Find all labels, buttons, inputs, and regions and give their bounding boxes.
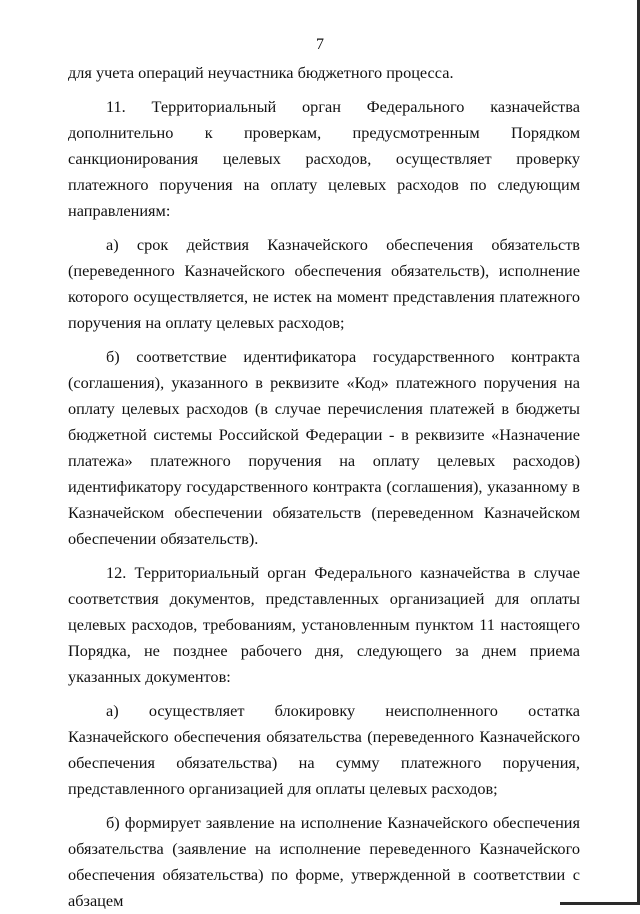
paragraph-item-12: 12. Территориальный орган Федерального казначейства в случае соответствия документов, представленных организацией для оплаты целевых расходов, требованиям, установленным пунктом 11 настоящего Порядка, не позднее рабочего дня, следующего за днем приема указанных документов:: [68, 563, 580, 686]
paragraph-item-12-b: б) формирует заявление на исполнение Казначейского обеспечения обязательства (заявление на исполнение переведенного Казначейского обеспечения обязательства) по форме, утвержденной в соответствии с абзацем: [68, 813, 580, 910]
paragraph-item-11-b: б) соответствие идентификатора государственного контракта (соглашения), указанного в реквизите «Код» платежного поручения на оплату целевых расходов (в случае перечисления платежей в бюджеты бюджетной системы Российской Федерации - в реквизите «Назначение платежа» платежного поручения на оплату целевых расходов) идентификатору государственного контракта (соглашения), указанному в Казначейском обеспечении обязательств (переведенном Казначейском обеспечении обязательств).: [68, 347, 580, 548]
paragraph-item-11-a: а) срок действия Казначейского обеспечения обязательств (переведенного Казначейского обеспечения обязательств), исполнение которого осуществляется, не истек на момент представления платежного поручения на оплату целевых расходов;: [68, 235, 580, 332]
paragraph-continuation: для учета операций неучастника бюджетного процесса.: [68, 63, 454, 82]
paragraph-item-11: 11. Территориальный орган Федерального казначейства дополнительно к проверкам, предусмотренным Порядком санкционирования целевых расходов, осуществляет проверку платежного поручения на оплату целевых расходов по следующим направлениям:: [68, 97, 580, 220]
page-number: 7: [316, 36, 324, 53]
paragraph-item-12-a: а) осуществляет блокировку неисполненного остатка Казначейского обеспечения обязательства (переведенного Казначейского обеспечения обязательства) на сумму платежного поручения, представленного организацией для оплаты целевых расходов;: [68, 701, 580, 798]
document-body: [68, 60, 580, 914]
